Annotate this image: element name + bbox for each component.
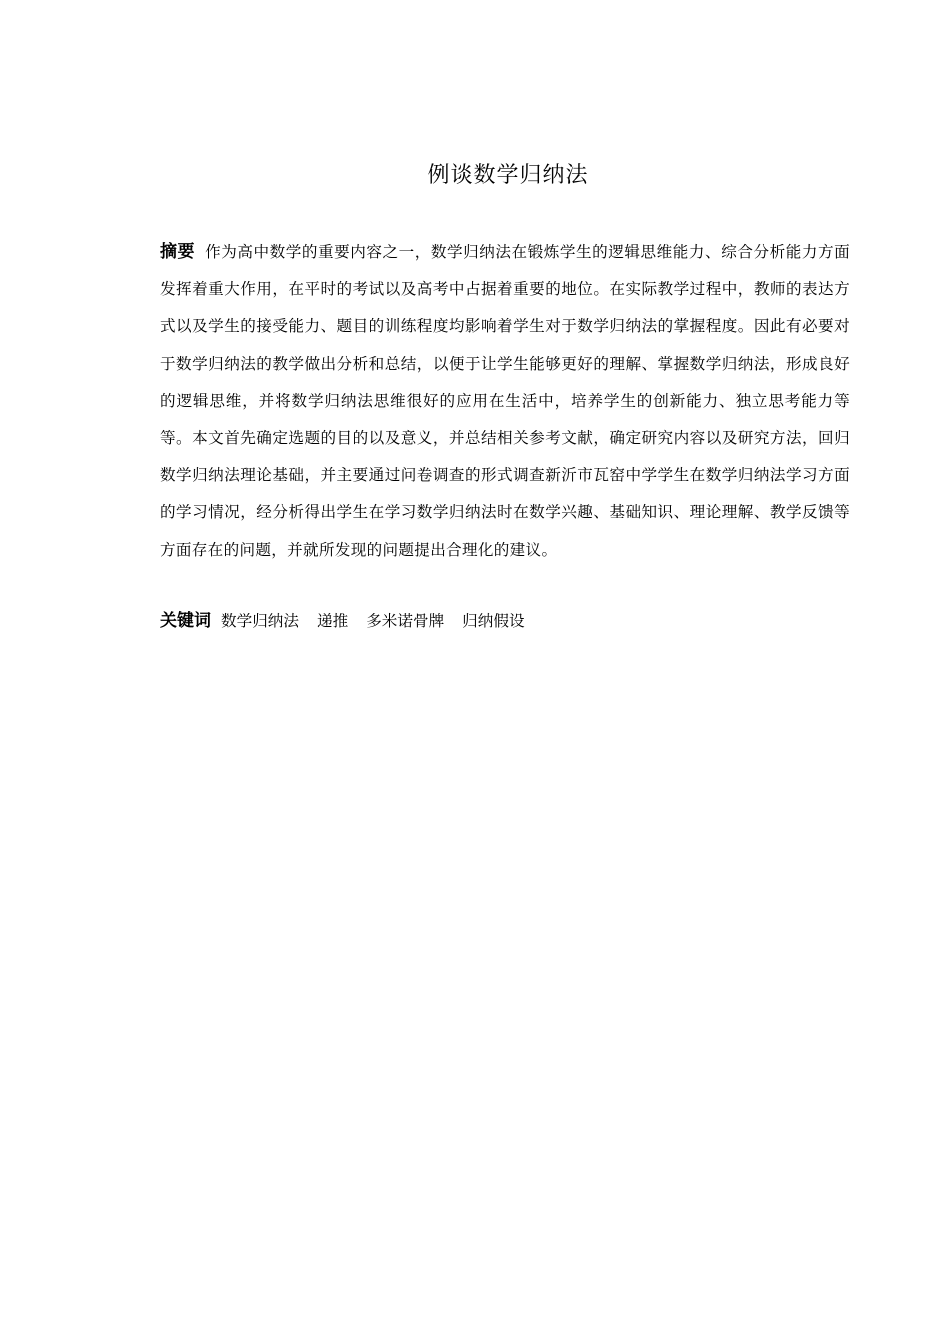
abstract-section	[160, 234, 850, 569]
keyword-item: 递推	[316, 612, 349, 630]
keyword-item: 数学归纳法	[221, 612, 299, 630]
abstract-text: 作为高中数学的重要内容之一，数学归纳法在锻炼学生的逻辑思维能力、综合分析能力方面发挥着重大作用，在平时的考试以及高考中占据着重要的地位。在实际教学过程中，教师的表达方式以及学生的接受能力、题目的训练程度均影响着学生对于数学归纳法的掌握程度。因此有必要对于数学归纳法的教学做出分析和总结，以便于让学生能够更好的理解、掌握数学归纳法，形成良好的逻辑思维，并将数学归纳法思维很好的应用在生活中，培养学生的创新能力、独立思考能力等等。本文首先确定选题的目的以及意义，并总结相关参考文献，确定研究内容以及研究方法，回归数学归纳法理论基础，并主要通过问卷调查的形式调查新沂市瓦窑中学学生在数学归纳法学习方面的学习情况，经分析得出学生在学习数学归纳法时在数学兴趣、基础知识、理论理解、教学反馈等方面存在的问题，并就所发现的问题提出合理化的建议。	[160, 243, 850, 559]
keywords-label: 关键词	[160, 611, 211, 631]
keyword-item: 归纳假设	[462, 612, 525, 630]
keywords-section	[160, 604, 850, 638]
keyword-item: 多米诺骨牌	[366, 612, 445, 630]
abstract-label: 摘要	[160, 242, 196, 262]
page-title: 例谈数学归纳法	[427, 163, 589, 188]
